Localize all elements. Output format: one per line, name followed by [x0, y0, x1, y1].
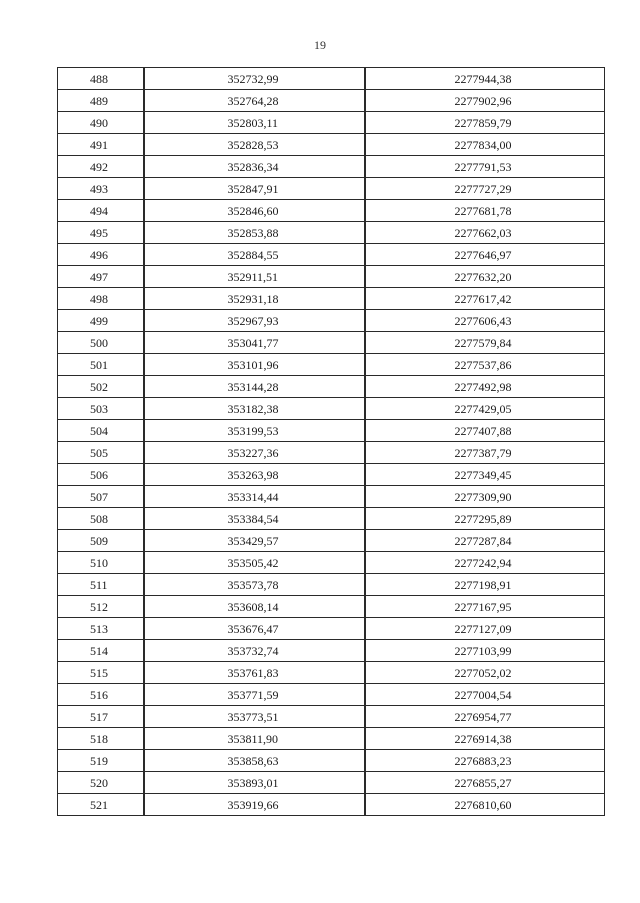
x-coordinate-cell: 352846,60 — [144, 200, 365, 222]
x-coordinate-cell: 353263,98 — [144, 464, 365, 486]
table-row — [58, 794, 605, 816]
x-coordinate-cell: 353101,96 — [144, 354, 365, 376]
table-row — [58, 376, 605, 398]
table-row — [58, 112, 605, 134]
x-coordinate-cell: 353505,42 — [144, 552, 365, 574]
point-number-cell: 518 — [58, 728, 144, 750]
x-coordinate-cell: 352884,55 — [144, 244, 365, 266]
y-coordinate-cell: 2277287,84 — [365, 530, 605, 552]
x-coordinate-cell: 353041,77 — [144, 332, 365, 354]
point-number-cell: 510 — [58, 552, 144, 574]
table-row — [58, 596, 605, 618]
y-coordinate-cell: 2277407,88 — [365, 420, 605, 442]
y-coordinate-cell: 2276810,60 — [365, 794, 605, 816]
table-row — [58, 420, 605, 442]
table-row — [58, 398, 605, 420]
coordinates-table-body — [58, 68, 605, 816]
table-row — [58, 728, 605, 750]
y-coordinate-cell: 2277902,96 — [365, 90, 605, 112]
table-row — [58, 552, 605, 574]
x-coordinate-cell: 353384,54 — [144, 508, 365, 530]
table-row — [58, 178, 605, 200]
point-number-cell: 506 — [58, 464, 144, 486]
x-coordinate-cell: 353314,44 — [144, 486, 365, 508]
x-coordinate-cell: 352803,11 — [144, 112, 365, 134]
x-coordinate-cell: 353811,90 — [144, 728, 365, 750]
x-coordinate-cell: 352732,99 — [144, 68, 365, 90]
y-coordinate-cell: 2276883,23 — [365, 750, 605, 772]
point-number-cell: 499 — [58, 310, 144, 332]
y-coordinate-cell: 2277052,02 — [365, 662, 605, 684]
y-coordinate-cell: 2277859,79 — [365, 112, 605, 134]
y-coordinate-cell: 2276855,27 — [365, 772, 605, 794]
point-number-cell: 520 — [58, 772, 144, 794]
point-number-cell: 492 — [58, 156, 144, 178]
point-number-cell: 493 — [58, 178, 144, 200]
y-coordinate-cell: 2277537,86 — [365, 354, 605, 376]
point-number-cell: 514 — [58, 640, 144, 662]
point-number-cell: 512 — [58, 596, 144, 618]
point-number-cell: 516 — [58, 684, 144, 706]
x-coordinate-cell: 352853,88 — [144, 222, 365, 244]
table-row — [58, 332, 605, 354]
point-number-cell: 503 — [58, 398, 144, 420]
x-coordinate-cell: 352967,93 — [144, 310, 365, 332]
point-number-cell: 489 — [58, 90, 144, 112]
x-coordinate-cell: 353144,28 — [144, 376, 365, 398]
y-coordinate-cell: 2277579,84 — [365, 332, 605, 354]
table-row — [58, 156, 605, 178]
table-row — [58, 486, 605, 508]
point-number-cell: 508 — [58, 508, 144, 530]
point-number-cell: 513 — [58, 618, 144, 640]
y-coordinate-cell: 2277004,54 — [365, 684, 605, 706]
table-row — [58, 750, 605, 772]
table-row — [58, 288, 605, 310]
y-coordinate-cell: 2276954,77 — [365, 706, 605, 728]
x-coordinate-cell: 353199,53 — [144, 420, 365, 442]
y-coordinate-cell: 2277295,89 — [365, 508, 605, 530]
y-coordinate-cell: 2277834,00 — [365, 134, 605, 156]
x-coordinate-cell: 353429,57 — [144, 530, 365, 552]
point-number-cell: 497 — [58, 266, 144, 288]
y-coordinate-cell: 2277127,09 — [365, 618, 605, 640]
page-number: 19 — [314, 38, 326, 52]
point-number-cell: 504 — [58, 420, 144, 442]
y-coordinate-cell: 2277309,90 — [365, 486, 605, 508]
y-coordinate-cell: 2277349,45 — [365, 464, 605, 486]
table-row — [58, 354, 605, 376]
y-coordinate-cell: 2277198,91 — [365, 574, 605, 596]
table-row — [58, 772, 605, 794]
point-number-cell: 509 — [58, 530, 144, 552]
y-coordinate-cell: 2277632,20 — [365, 266, 605, 288]
x-coordinate-cell: 353573,78 — [144, 574, 365, 596]
table-row — [58, 508, 605, 530]
table-row — [58, 618, 605, 640]
table-row — [58, 662, 605, 684]
y-coordinate-cell: 2277387,79 — [365, 442, 605, 464]
point-number-cell: 511 — [58, 574, 144, 596]
x-coordinate-cell: 352931,18 — [144, 288, 365, 310]
x-coordinate-cell: 353227,36 — [144, 442, 365, 464]
table-row — [58, 530, 605, 552]
x-coordinate-cell: 353858,63 — [144, 750, 365, 772]
point-number-cell: 505 — [58, 442, 144, 464]
x-coordinate-cell: 353919,66 — [144, 794, 365, 816]
table-row — [58, 200, 605, 222]
y-coordinate-cell: 2277662,03 — [365, 222, 605, 244]
point-number-cell: 501 — [58, 354, 144, 376]
x-coordinate-cell: 353771,59 — [144, 684, 365, 706]
x-coordinate-cell: 353608,14 — [144, 596, 365, 618]
x-coordinate-cell: 352847,91 — [144, 178, 365, 200]
point-number-cell: 521 — [58, 794, 144, 816]
point-number-cell: 515 — [58, 662, 144, 684]
table-row — [58, 68, 605, 90]
table-row — [58, 464, 605, 486]
point-number-cell: 488 — [58, 68, 144, 90]
point-number-cell: 519 — [58, 750, 144, 772]
coordinates-table — [57, 67, 605, 816]
y-coordinate-cell: 2277167,95 — [365, 596, 605, 618]
y-coordinate-cell: 2277103,99 — [365, 640, 605, 662]
table-row — [58, 640, 605, 662]
table-row — [58, 266, 605, 288]
table-row — [58, 310, 605, 332]
point-number-cell: 495 — [58, 222, 144, 244]
point-number-cell: 496 — [58, 244, 144, 266]
table-row — [58, 90, 605, 112]
point-number-cell: 500 — [58, 332, 144, 354]
x-coordinate-cell: 353893,01 — [144, 772, 365, 794]
point-number-cell: 502 — [58, 376, 144, 398]
x-coordinate-cell: 352911,51 — [144, 266, 365, 288]
x-coordinate-cell: 353761,83 — [144, 662, 365, 684]
point-number-cell: 517 — [58, 706, 144, 728]
y-coordinate-cell: 2277727,29 — [365, 178, 605, 200]
x-coordinate-cell: 352836,34 — [144, 156, 365, 178]
point-number-cell: 494 — [58, 200, 144, 222]
table-row — [58, 244, 605, 266]
y-coordinate-cell: 2277429,05 — [365, 398, 605, 420]
x-coordinate-cell: 353732,74 — [144, 640, 365, 662]
y-coordinate-cell: 2277681,78 — [365, 200, 605, 222]
y-coordinate-cell: 2277646,97 — [365, 244, 605, 266]
y-coordinate-cell: 2277242,94 — [365, 552, 605, 574]
point-number-cell: 507 — [58, 486, 144, 508]
table-row — [58, 684, 605, 706]
x-coordinate-cell: 352828,53 — [144, 134, 365, 156]
point-number-cell: 491 — [58, 134, 144, 156]
point-number-cell: 498 — [58, 288, 144, 310]
table-row — [58, 442, 605, 464]
y-coordinate-cell: 2277492,98 — [365, 376, 605, 398]
table-row — [58, 574, 605, 596]
x-coordinate-cell: 353773,51 — [144, 706, 365, 728]
x-coordinate-cell: 353182,38 — [144, 398, 365, 420]
x-coordinate-cell: 352764,28 — [144, 90, 365, 112]
y-coordinate-cell: 2277606,43 — [365, 310, 605, 332]
point-number-cell: 490 — [58, 112, 144, 134]
x-coordinate-cell: 353676,47 — [144, 618, 365, 640]
y-coordinate-cell: 2277944,38 — [365, 68, 605, 90]
y-coordinate-cell: 2277617,42 — [365, 288, 605, 310]
y-coordinate-cell: 2277791,53 — [365, 156, 605, 178]
table-row — [58, 706, 605, 728]
table-row — [58, 134, 605, 156]
y-coordinate-cell: 2276914,38 — [365, 728, 605, 750]
table-row — [58, 222, 605, 244]
